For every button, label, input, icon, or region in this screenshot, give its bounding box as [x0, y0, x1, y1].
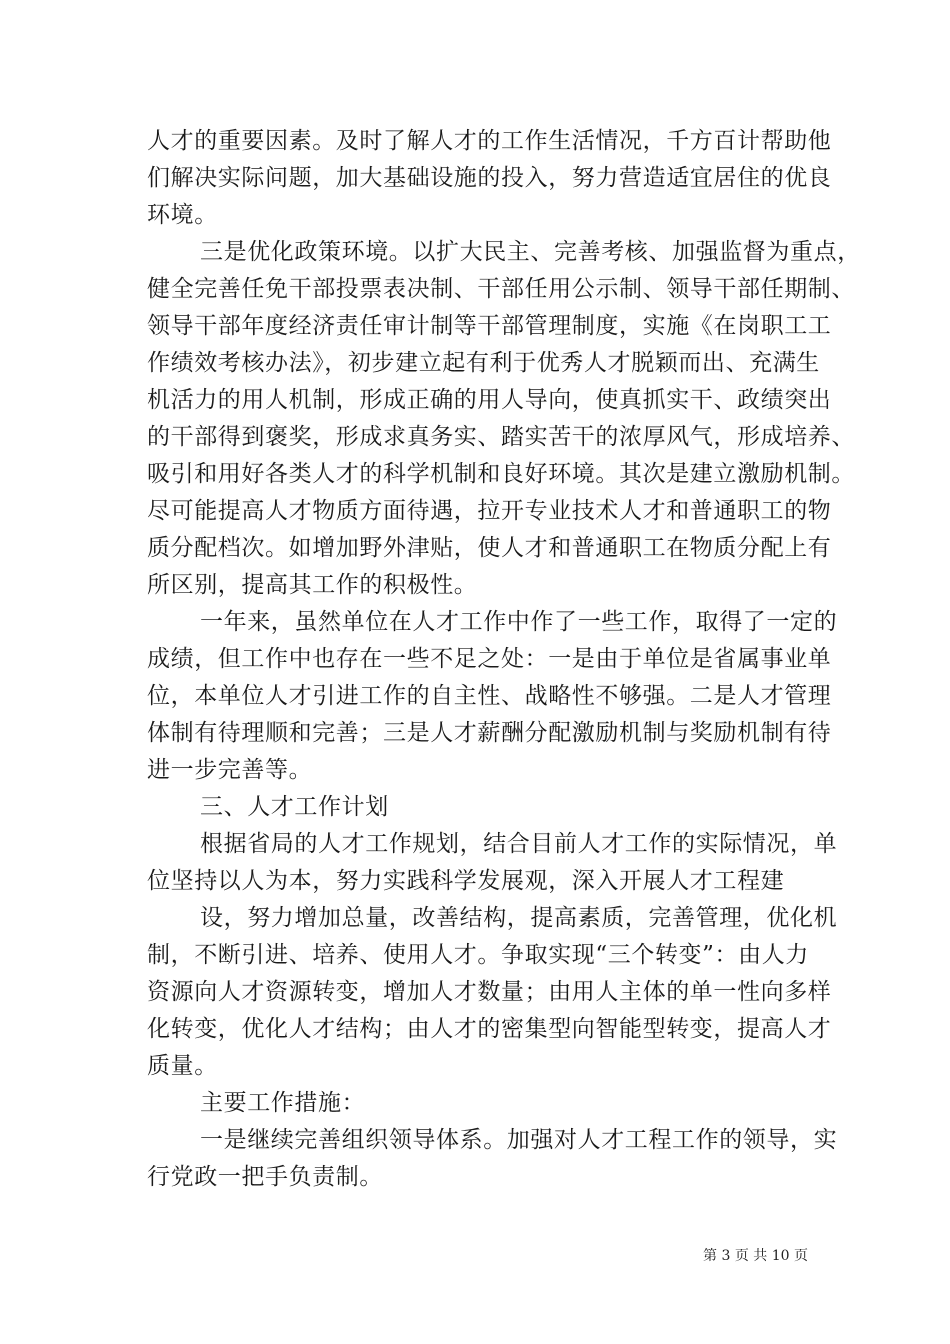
text-line: 位坚持以人为本，努力实践科学发展观，深入开展人才工程建	[147, 868, 785, 894]
text-line: 质量。	[147, 1053, 218, 1079]
text-line: 根据省局的人才工作规划，结合目前人才工作的实际情况，单	[200, 831, 838, 857]
text-line: 体制有待理顺和完善；三是人才薪酬分配激励机制与奖励机制有待	[147, 720, 832, 746]
text-line: 一年来，虽然单位在人才工作中作了一些工作，取得了一定的	[200, 609, 838, 635]
text-line: 人才的重要因素。及时了解人才的工作生活情况，千方百计帮助他	[147, 128, 832, 154]
text-line: 环境。	[147, 202, 218, 228]
text-line: 三是优化政策环境。以扩大民主、完善考核、加强监督为重点，	[200, 239, 861, 265]
text-line: 行党政一把手负责制。	[147, 1164, 383, 1190]
section-heading: 三、人才工作计划	[200, 794, 389, 820]
text-line: 化转变，优化人才结构；由人才的密集型向智能型转变，提高人才	[147, 1016, 832, 1042]
text-line: 健全完善任免干部投票表决制、干部任用公示制、领导干部任期制、	[147, 276, 855, 302]
text-line: 制，不断引进、培养、使用人才。争取实现“三个转变”：由人力	[147, 942, 809, 968]
text-line: 资源向人才资源转变，增加人才数量；由用人主体的单一性向多样	[147, 979, 832, 1005]
text-line: 吸引和用好各类人才的科学机制和良好环境。其次是建立激励机制。	[147, 461, 855, 487]
subheading: 主要工作措施：	[200, 1090, 366, 1116]
text-line: 领导干部年度经济责任审计制等干部管理制度，实施《在岗职工工	[147, 313, 832, 339]
text-line: 机活力的用人机制，形成正确的用人导向，使真抓实干、政绩突出	[147, 387, 832, 413]
text-line: 作绩效考核办法》，初步建立起有利于优秀人才脱颖而出、充满生	[147, 350, 820, 376]
text-line: 尽可能提高人才物质方面待遇，拉开专业技术人才和普通职工的物	[147, 498, 832, 524]
text-line: 们解决实际问题，加大基础设施的投入，努力营造适宜居住的优良	[147, 165, 832, 191]
text-line: 设，努力增加总量，改善结构，提高素质，完善管理，优化机	[200, 905, 838, 931]
text-line: 质分配档次。如增加野外津贴，使人才和普通职工在物质分配上有	[147, 535, 832, 561]
text-line: 所区别，提高其工作的积极性。	[147, 572, 478, 598]
text-line: 成绩，但工作中也存在一些不足之处：一是由于单位是省属事业单	[147, 646, 832, 672]
page-number-footer: 第 3 页 共 10 页	[703, 1248, 808, 1264]
text-line: 的干部得到褒奖，形成求真务实、踏实苦干的浓厚风气，形成培养、	[147, 424, 855, 450]
text-line: 位，本单位人才引进工作的自主性、战略性不够强。二是人才管理	[147, 683, 832, 709]
text-line: 进一步完善等。	[147, 757, 313, 783]
text-line: 一是继续完善组织领导体系。加强对人才工程工作的领导，实	[200, 1127, 838, 1153]
